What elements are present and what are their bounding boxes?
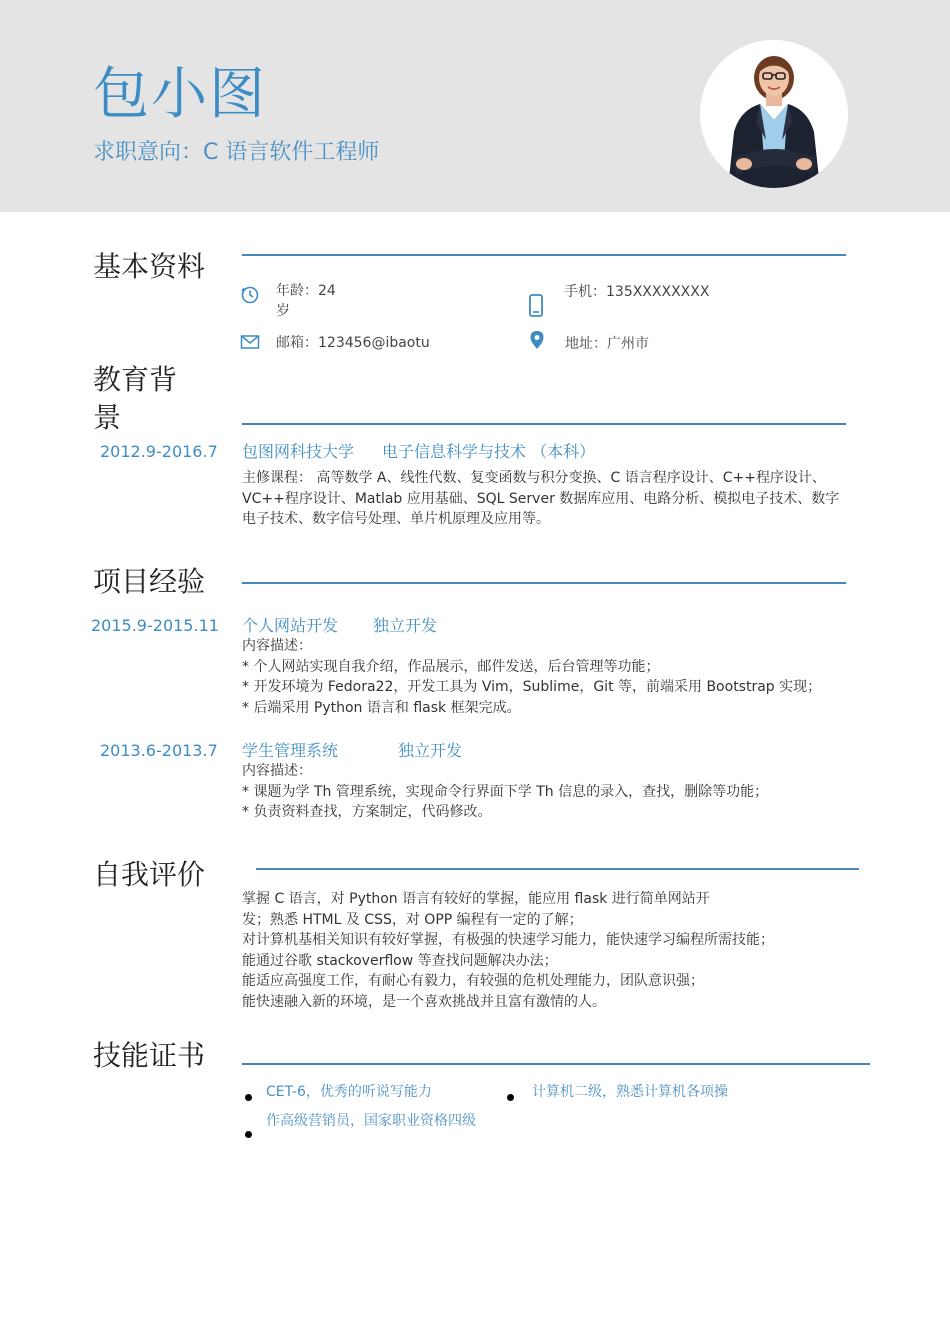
section-title-self-eval: 自我评价 bbox=[93, 858, 206, 891]
project-line: * 后端采用 Python 语言和 flask 框架完成。 bbox=[242, 699, 521, 716]
project-role: 独立开发 bbox=[398, 741, 463, 760]
mail-icon bbox=[240, 333, 260, 355]
self-eval-line: 掌握 C 语言，对 Python 语言有较好的掌握，能应用 flask 进行简单网站开 bbox=[242, 891, 710, 907]
age-unit: 岁 bbox=[276, 303, 290, 319]
major-name: 电子信息科学与技术 （本科） bbox=[382, 442, 596, 461]
skill-item: CET-6，优秀的听说写能力 bbox=[266, 1084, 432, 1100]
project-line: * 开发环境为 Fedora22，开发工具为 Vim，Sublime，Git 等，前端采用 Bootstrap 实现； bbox=[242, 679, 822, 695]
section-title-skills: 技能证书 bbox=[93, 1039, 206, 1072]
project-line: * 负责资料查找，方案制定，代码修改。 bbox=[242, 804, 492, 820]
candidate-name: 包小图 bbox=[93, 62, 267, 127]
section-divider bbox=[242, 254, 846, 256]
section-title-projects: 项目经验 bbox=[93, 565, 206, 598]
self-eval-line: 对计算机基相关知识有较好掌握，有极强的快速学习能力，能快速学习编程所需技能； bbox=[242, 932, 774, 948]
bullet-icon bbox=[245, 1094, 252, 1101]
section-divider bbox=[242, 1063, 870, 1065]
skill-item: 作高级营销员，国家职业资格四级 bbox=[266, 1113, 476, 1129]
section-title-education: 教育背 景 bbox=[93, 363, 178, 434]
project-role: 独立开发 bbox=[373, 616, 438, 635]
job-intent: 求职意向：C 语言软件工程师 bbox=[93, 140, 380, 165]
education-courses bbox=[242, 468, 839, 530]
clock-icon bbox=[240, 285, 260, 309]
section-title-basic: 基本资料 bbox=[93, 250, 206, 283]
self-eval-line: 能适应高强度工作，有耐心有毅力，有较强的危机处理能力，团队意识强； bbox=[242, 973, 704, 989]
phone-icon bbox=[528, 294, 544, 322]
section-divider bbox=[242, 423, 846, 425]
age-label: 年龄：24 bbox=[276, 283, 336, 299]
project-date: 2013.6-2013.7 bbox=[100, 741, 218, 760]
self-eval-line: 发；熟悉 HTML 及 CSS，对 OPP 编程有一定的了解； bbox=[242, 911, 583, 928]
project-name: 学生管理系统 bbox=[242, 741, 339, 760]
education-date: 2012.9-2016.7 bbox=[100, 442, 218, 461]
project-description bbox=[242, 636, 821, 718]
address-label: 地址：广州市 bbox=[565, 336, 649, 352]
course-line: 主修课程： 高等数学 A、线性代数、复变函数与积分变换、C 语言程序设计、C++程序设计、 bbox=[242, 470, 826, 486]
project-line: 内容描述： bbox=[242, 638, 312, 654]
bullet-icon bbox=[245, 1131, 252, 1138]
self-eval-line: 能通过谷歌 stackoverflow 等查找问题解决办法； bbox=[242, 952, 558, 969]
profile-photo bbox=[700, 40, 848, 188]
self-eval-line: 能快速融入新的环境，是一个喜欢挑战并且富有激情的人。 bbox=[242, 993, 606, 1010]
school-name: 包图网科技大学 bbox=[242, 442, 355, 461]
skill-item: 计算机二级，熟悉计算机各项操 bbox=[532, 1084, 728, 1100]
email-label: 邮箱：123456@ibaotu bbox=[276, 335, 430, 351]
self-evaluation bbox=[242, 889, 774, 1012]
project-line: * 个人网站实现自我介绍，作品展示，邮件发送，后台管理等功能； bbox=[242, 658, 660, 675]
section-divider bbox=[256, 868, 859, 870]
project-line: 内容描述： bbox=[242, 763, 312, 779]
bullet-icon bbox=[507, 1094, 514, 1101]
section-divider bbox=[242, 582, 846, 584]
project-description bbox=[242, 761, 768, 823]
course-line: 电子技术、数字信号处理、单片机原理及应用等。 bbox=[242, 511, 550, 527]
phone-label: 手机：135XXXXXXXX bbox=[564, 284, 710, 300]
project-line: * 课题为学 Th 管理系统，实现命令行界面下学 Th 信息的录入，查找，删除等功能； bbox=[242, 783, 769, 800]
project-name: 个人网站开发 bbox=[242, 616, 339, 635]
project-date: 2015.9-2015.11 bbox=[91, 616, 219, 635]
course-line: VC++程序设计、Matlab 应用基础、SQL Server 数据库应用、电路分析、模拟电子技术、数字 bbox=[242, 490, 840, 507]
location-pin-icon bbox=[529, 330, 545, 354]
